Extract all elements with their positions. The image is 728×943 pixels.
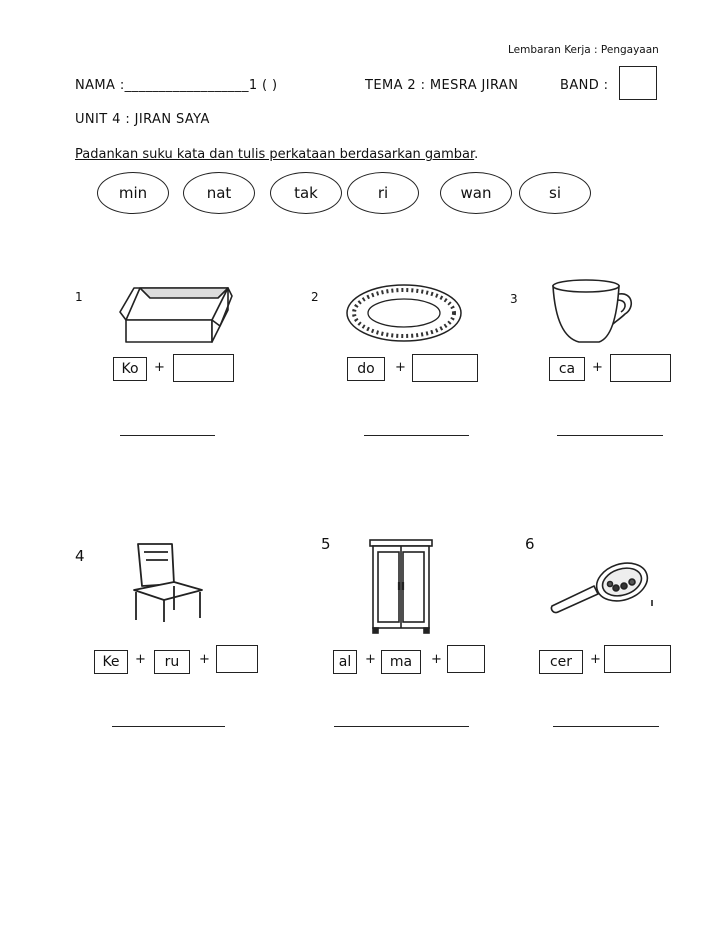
plus-sign: + <box>592 360 603 375</box>
answer-line-5[interactable] <box>334 726 469 727</box>
syllable-ru: ru <box>154 650 190 674</box>
syllable-do: do <box>347 357 385 381</box>
plus-sign: + <box>590 652 601 667</box>
answer-syllable-box-5[interactable] <box>447 645 485 673</box>
worksheet-type: Lembaran Kerja : Pengayaan <box>508 44 659 56</box>
answer-line-1[interactable] <box>120 435 215 436</box>
syllable-oval-wan: wan <box>440 172 512 214</box>
band-label: BAND : <box>560 78 609 93</box>
box-icon <box>120 284 232 346</box>
plus-sign: + <box>154 360 165 375</box>
syllable-oval-nat: nat <box>183 172 255 214</box>
syllable-cer: cer <box>539 650 583 674</box>
syllable-ca: ca <box>549 357 585 381</box>
plus-sign: + <box>135 652 146 667</box>
plus-sign: + <box>431 652 442 667</box>
answer-line-4[interactable] <box>112 726 225 727</box>
plus-sign: + <box>395 360 406 375</box>
chair-icon <box>130 540 208 624</box>
band-input-box[interactable] <box>619 66 657 100</box>
hand-mirror-icon <box>548 560 658 616</box>
question-number-2: 2 <box>311 290 319 304</box>
question-number-4: 4 <box>75 547 85 565</box>
syllable-oval-min: min <box>97 172 169 214</box>
theme-label: TEMA 2 : MESRA JIRAN <box>365 78 519 93</box>
question-number-6: 6 <box>525 535 535 553</box>
syllable-ko: Ko <box>113 357 147 381</box>
answer-syllable-box-2[interactable] <box>412 354 478 382</box>
instruction <box>75 147 478 162</box>
answer-syllable-box-1[interactable] <box>173 354 234 382</box>
plus-sign: + <box>365 652 376 667</box>
cup-icon <box>549 278 635 346</box>
answer-syllable-box-6[interactable] <box>604 645 671 673</box>
question-number-1: 1 <box>75 290 83 304</box>
syllable-oval-si: si <box>519 172 591 214</box>
answer-line-6[interactable] <box>553 726 659 727</box>
question-number-5: 5 <box>321 535 331 553</box>
wardrobe-icon <box>368 538 434 634</box>
syllable-ke: Ke <box>94 650 128 674</box>
answer-syllable-box-3[interactable] <box>610 354 671 382</box>
answer-line-3[interactable] <box>557 435 663 436</box>
syllable-oval-ri: ri <box>347 172 419 214</box>
unit-title: UNIT 4 : JIRAN SAYA <box>75 112 210 127</box>
answer-line-2[interactable] <box>364 435 469 436</box>
syllable-oval-tak: tak <box>270 172 342 214</box>
instruction-period: . <box>474 147 479 162</box>
instruction-text: Padankan suku kata dan tulis perkataan berdasarkan gambar <box>75 147 475 162</box>
syllable-al: al <box>333 650 357 674</box>
plate-icon <box>345 283 463 343</box>
question-number-3: 3 <box>510 292 518 306</box>
answer-syllable-box-4[interactable] <box>216 645 258 673</box>
plus-sign: + <box>199 652 210 667</box>
name-label: NAMA :__________________1 ( ) <box>75 78 278 93</box>
syllable-ma: ma <box>381 650 421 674</box>
